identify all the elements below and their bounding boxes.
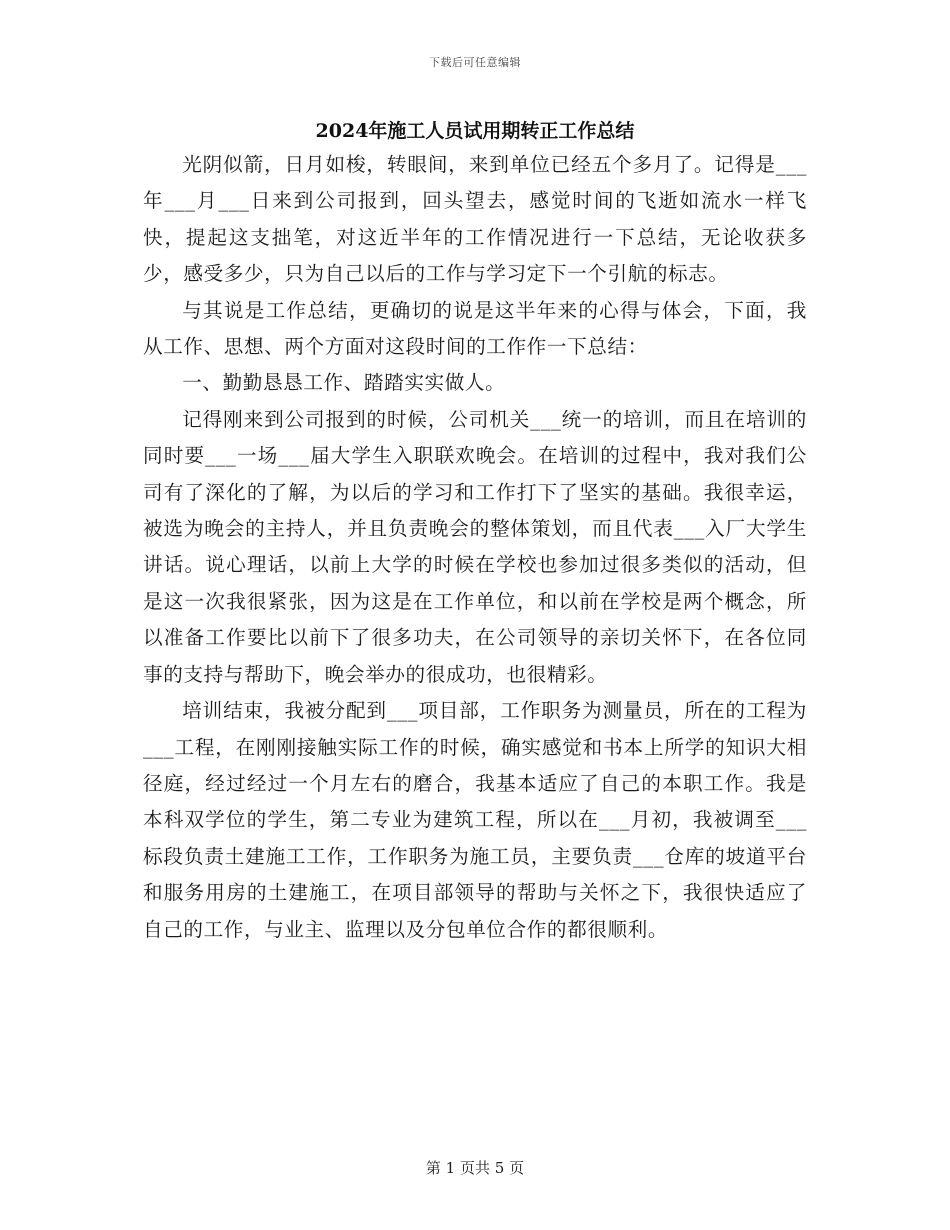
document-title: 2024年施工人员试用期转正工作总结 <box>315 120 635 142</box>
paragraph: 培训结束，我被分配到___项目部，工作职务为测量员，所在的工程为___工程，在刚刚接触实际工作的时候，确实感觉和书本上所学的知识大相径庭，经过经过一个月左右的磨合，我基本适应了自己的本职工作。我是本科双学位的学生，第二专业为建筑工程，所以在___月初，我被调至___标段负责土建施工工作，工作职务为施工员，主要负责___仓库的坡道平台和服务用房的土建施工，在项目部领导的帮助与关怀之下，我很快适应了自己的工作，与业主、监理以及分包单位合作的都很顺利。 <box>143 699 807 941</box>
header-note: 下载后可任意编辑 <box>429 56 521 69</box>
document-body <box>143 147 807 948</box>
paragraph: 光阴似箭，日月如梭，转眼间，来到单位已经五个多月了。记得是___年___月___日来到公司报到，回头望去，感觉时间的飞逝如流水一样飞快，提起这支拙笔，对这近半年的工作情况进行一下总结，无论收获多少，感受多少，只为自己以后的工作与学习定下一个引航的标志。 <box>143 153 807 286</box>
paragraph: 与其说是工作总结，更确切的说是这半年来的心得与体会，下面，我从工作、思想、两个方面对这段时间的工作作一下总结： <box>143 298 807 359</box>
page-number: 第 1 页共 5 页 <box>425 1159 525 1177</box>
paragraph: 记得刚来到公司报到的时候，公司机关___统一的培训，而且在培训的同时要___一场___届大学生入职联欢晚会。在培训的过程中，我对我们公司有了深化的了解，为以后的学习和工作打下了坚实的基础。我很幸运，被选为晚会的主持人，并且负责晚会的整体策划，而且代表___入厂大学生讲话。说心理话，以前上大学的时候在学校也参加过很多类似的活动，但是这一次我很紧张，因为这是在工作单位，和以前在学校是两个概念，所以准备工作要比以前下了很多功夫，在公司领导的亲切关怀下，在各位同事的支持与帮助下，晚会举办的很成功，也很精彩。 <box>143 407 807 686</box>
section-heading: 一、勤勤恳恳工作、踏踏实实做人。 <box>182 371 506 395</box>
